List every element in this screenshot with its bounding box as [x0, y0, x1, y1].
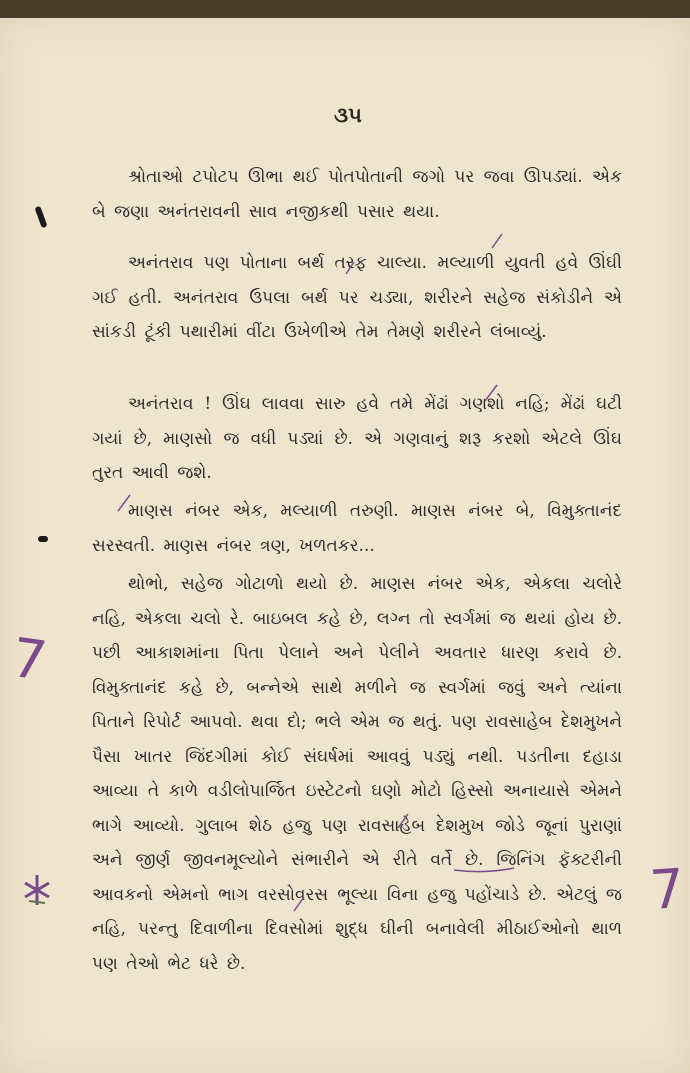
ink-speck: [34, 206, 47, 229]
paragraph-1: શ્રોતાઓ ટપોટપ ઊભા થઈ પોતપોતાની જગો પર જવા ઊપડ્યાં. એક બે જણા અનંતરાવની સાવ નજીકથી પસાર થયા.: [92, 167, 622, 222]
asterisk-mark-icon: [22, 873, 52, 907]
book-page: [0, 18, 690, 1073]
paragraph-3: અનંતરાવ ! ઊંઘ લાવવા સારુ હવે તમે મેંઢાં ગણશો નહિ; મેંઢાં ઘટી ગયાં છે, માણસો જ વધી પડ્યાં છે. એ ગણવાનું શરૂ કરશો એટલે ઊંઘ તુરત આવી જશે.: [92, 394, 622, 483]
paragraph-4: માણસ નંબર એક, મલ્યાળી તરુણી. માણસ નંબર બે, વિમુક્તાનંદ સરસ્વતી. માણસ નંબર ત્રણ, ખળતકર...: [92, 501, 622, 556]
paragraph-5: થોભો, સહેજ ગોટાળો થયો છે. માણસ નંબર એક, એકલા ચલોરે નહિ, એકલા ચલો રે. બાઇબલ કહે છે, લગ્ન તો સ્વર્ગમાં જ થયાં હોય છે. પછી આકાશમાંના પિતા પેલાને અને પેલીને અવતાર ધારણ કરાવે છે. વિમુક્તાનંદ કહે છે, બન્નેએ સાથે મળીને જ સ્વર્ગમાં જવું અને ત્યાંના પિતાને રિપોર્ટ આપવો. થવા દો; ભલે એમ જ થતું. પણ રાવસાહેબ દેશમુખને પૈસા ખાતર જિંદગીમાં કોઈ સંઘર્ષમાં આવવું પડ્યું નથી. પડતીના દહાડા આવ્યા તે કાળે વડીલોપાર્જિત ઇસ્ટેટનો ઘણો મોટો હિસ્સો અનાયાસે એમને ભાગે આવ્યો. ગુલાબ શેઠ હજુ પણ રાવસાહેબ દેશમુખ જોડે જૂનાં પુરાણાં અને જીર્ણ જીવનમૂલ્યોને સંભારીને એ રીતે વર્તે છે. જિનિંગ ફૅક્ટરીની આવકનો એમનો ભાગ વરસોવરસ ભૂલ્યા વિના હજુ પહોંચાડે છે. એટલું જ નહિ, પરન્તુ દિવાળીના દિવસોમાં શુદ્ધ ઘીની બનાવેલી મીઠાઈઓનો થાળ પણ તેઓ ભેટ ધરે છે.: [92, 574, 622, 974]
paragraph-2: અનંતરાવ પણ પોતાના બર્થ તરફ ચાલ્યા. મલ્યાળી યુવતી હવે ઊંઘી ગઈ હતી. અનંતરાવ ઉપલા બર્થ પર ચડ્યા, શરીરને સહેજ સંકોડીને એ સાંકડી ટૂંકી પથારીમાં વીંટા ઉખેળીએ તેમ તેમણે શરીરને લંબાવ્યું.: [92, 253, 622, 342]
margin-mark-right: 7: [647, 856, 687, 923]
page-number: ૩૫: [334, 102, 362, 127]
ink-speck: [38, 536, 48, 542]
margin-mark-left: 7: [7, 625, 51, 694]
